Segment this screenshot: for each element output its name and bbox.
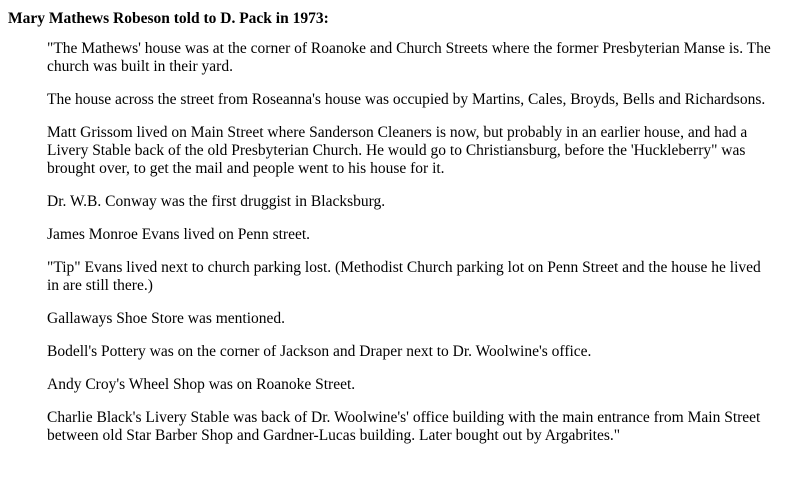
paragraph-dr-conway: Dr. W.B. Conway was the first druggist in Blacksburg. bbox=[47, 193, 386, 210]
paragraph-matt-grissom: Matt Grissom lived on Main Street where Sanderson Cleaners is now, but probably in an earlier house, and had a Livery Stable back of the old Presbyterian Church. He would go to Christiansburg, before the 'Huckleberry" was brought over, to get the mail and people went to his house for it. bbox=[47, 124, 748, 177]
paragraph-mathews-house: "The Mathews' house was at the corner of Roanoke and Church Streets where the former Presbyterian Manse is. The church was built in their yard. bbox=[47, 40, 771, 75]
quoted-account bbox=[47, 40, 774, 445]
document-heading: Mary Mathews Robeson told to D. Pack in 1973: bbox=[8, 10, 329, 27]
paragraph-bodells-pottery: Bodell's Pottery was on the corner of Jackson and Draper next to Dr. Woolwine's office. bbox=[47, 343, 592, 360]
paragraph-tip-evans: "Tip" Evans lived next to church parking lost. (Methodist Church parking lot on Penn Street and the house he lived in are still there.) bbox=[47, 259, 761, 294]
paragraph-house-across-street: The house across the street from Roseanna's house was occupied by Martins, Cales, Broyds, Bells and Richardsons. bbox=[47, 91, 766, 108]
paragraph-james-monroe-evans: James Monroe Evans lived on Penn street. bbox=[47, 226, 311, 243]
paragraph-charlie-black-livery: Charlie Black's Livery Stable was back of Dr. Woolwine's' office building with the main entrance from Main Street between old Star Barber Shop and Gardner-Lucas building. Later bought out by Argabrites." bbox=[47, 409, 761, 444]
paragraph-andy-croy-wheel-shop: Andy Croy's Wheel Shop was on Roanoke Street. bbox=[47, 376, 356, 393]
paragraph-gallaways-shoe-store: Gallaways Shoe Store was mentioned. bbox=[47, 310, 286, 327]
